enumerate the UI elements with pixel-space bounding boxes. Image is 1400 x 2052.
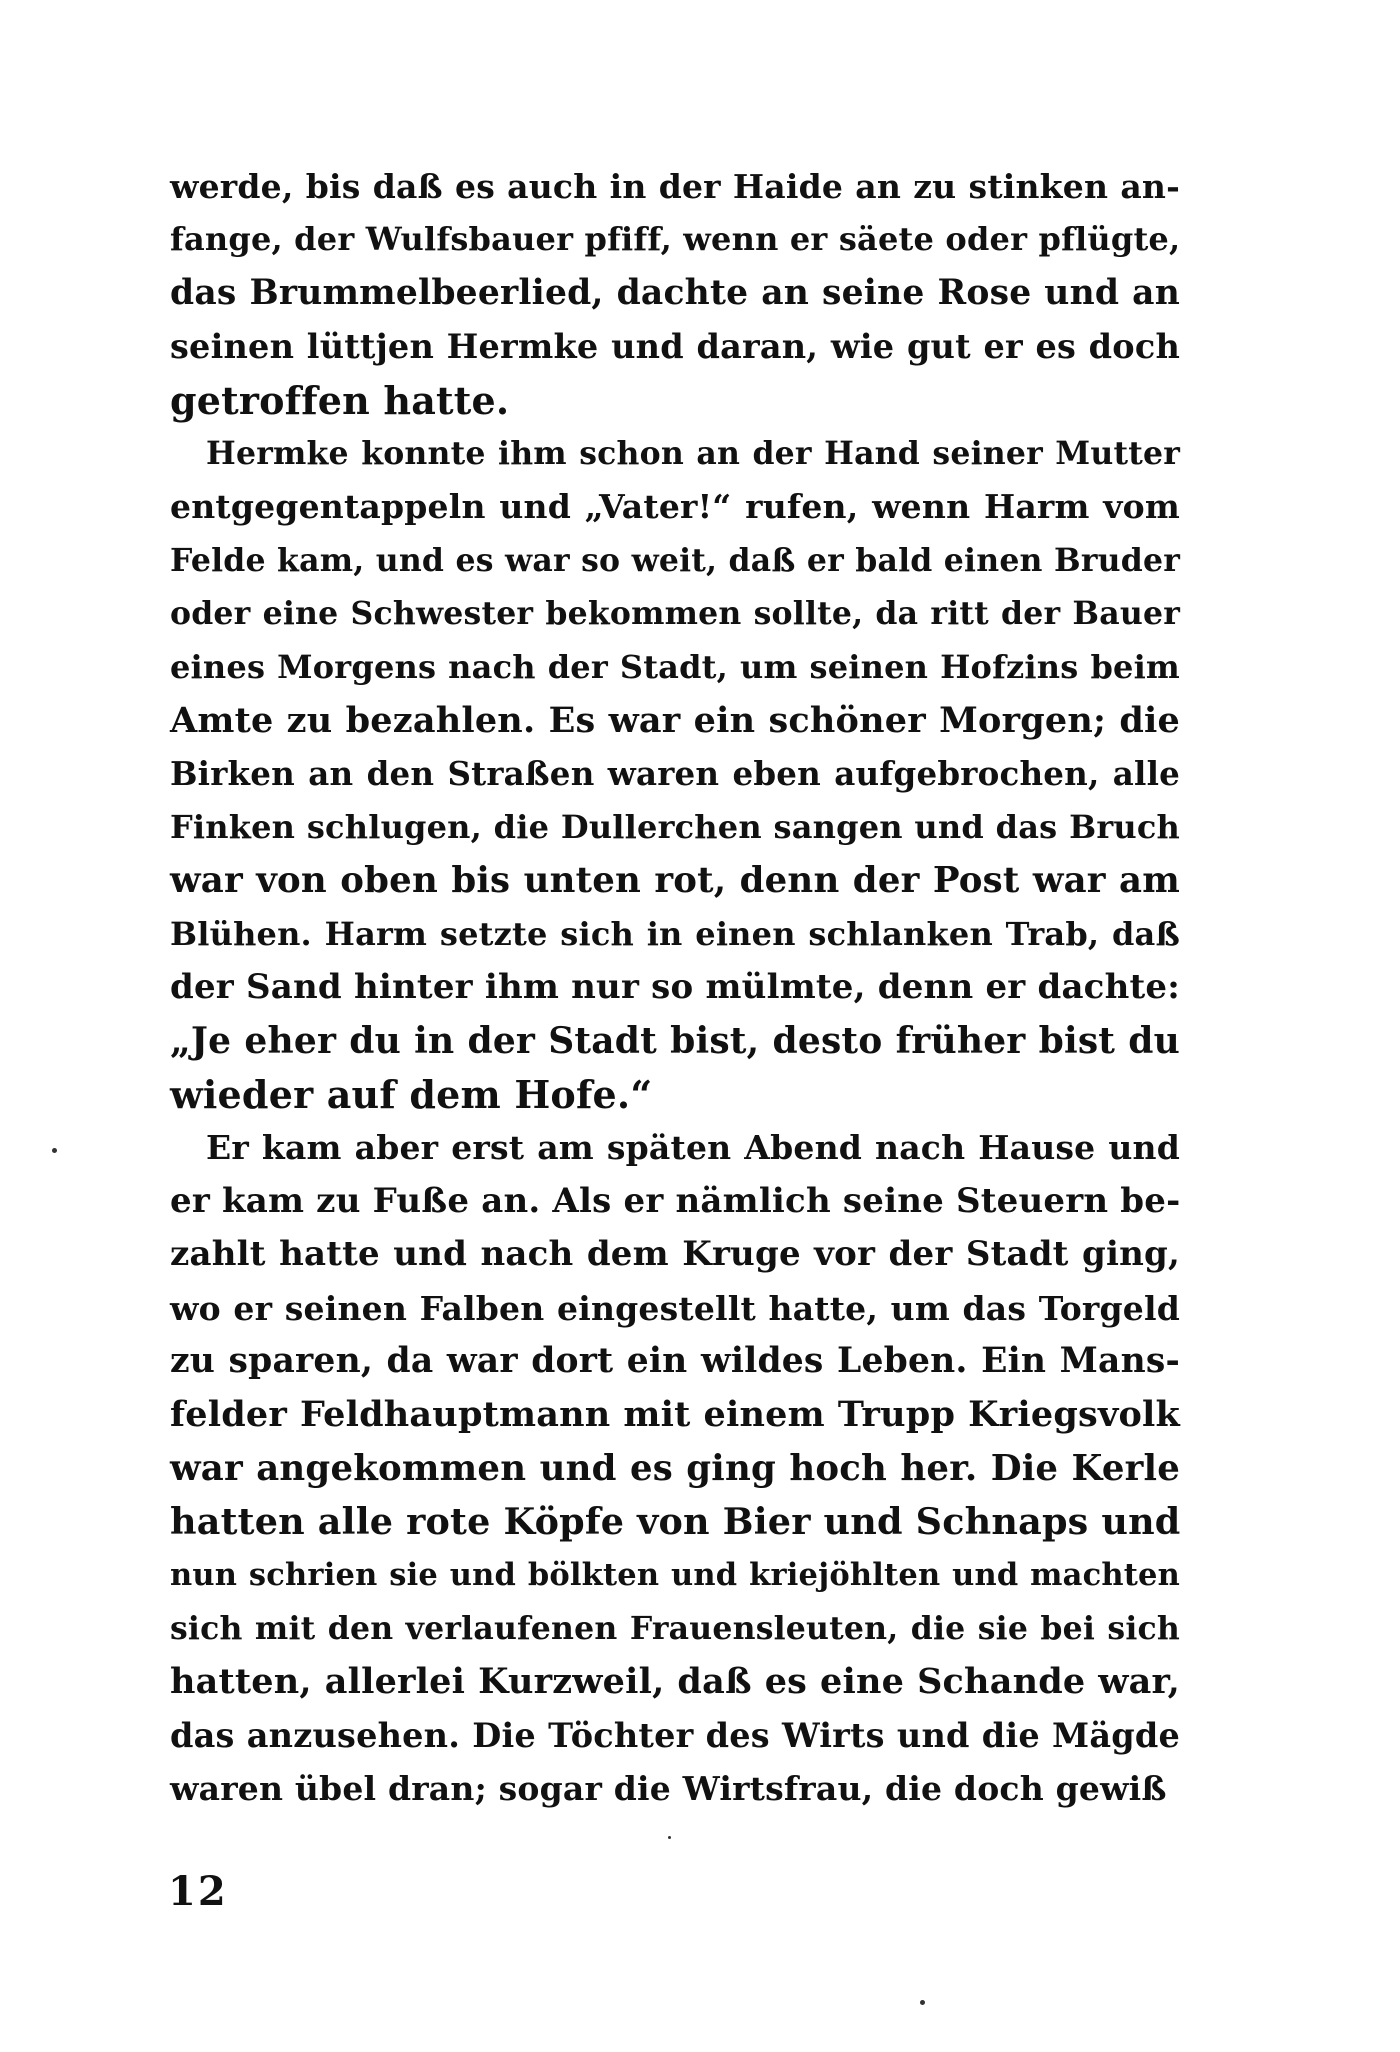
text-line: war von oben bis unten rot, denn der Post war am [170,860,1180,902]
text-line: wieder auf dem Hofe.“ [170,1071,653,1117]
page-number: 12 [168,1868,228,1915]
dust-speck [52,1148,57,1153]
text-line: werde, bis daß es auch in der Haide an zu stinken an- [170,167,1180,206]
text-line: entgegentappeln und „Vater!“ rufen, wenn Harm vom [170,487,1180,527]
text-line: wo er seinen Falben eingestellt hatte, um das Torgeld [170,1288,1180,1328]
paragraph [170,1121,1180,1815]
text-line: oder eine Schwester bekommen sollte, da ritt der Bauer [170,595,1180,633]
text-line: der Sand hinter ihm nur so mülmte, denn er dachte: [170,967,1180,1008]
text-line: Finken schlugen, die Dullerchen sangen und das Bruch [170,807,1180,846]
text-line: hatten, allerlei Kurzweil, daß es eine Schande war, [170,1661,1180,1703]
text-line: Amte zu bezahlen. Es war ein schöner Morgen; die [170,700,1180,742]
dust-speck [668,1836,671,1839]
text-line: seinen lüttjen Hermke und daran, wie gut er es doch [170,327,1180,367]
text-line: fange, der Wulfsbauer pfiff, wenn er säete oder pflügte, [170,220,1181,259]
text-line: eines Morgens nach der Stadt, um seinen Hofzins beim [170,647,1180,686]
body-text [170,160,1180,1816]
text-line: Felde kam, und es war so weit, daß er bald einen Bruder [170,541,1180,579]
dust-speck [920,2000,925,2005]
text-line: das anzusehen. Die Töchter des Wirts und die Mägde [170,1715,1180,1755]
text-line: getroffen hatte. [170,377,510,423]
text-line: felder Feldhauptmann mit einem Trupp Kriegsvolk [170,1394,1180,1436]
text-line: hatten alle rote Köpfe von Bier und Schnaps und [170,1500,1181,1544]
text-line: waren übel dran; sogar die Wirtsfrau, die doch gewiß [170,1769,1167,1809]
text-line: er kam zu Fuße an. Als er nämlich seine Steuern be- [170,1180,1181,1221]
text-line: war angekommen und es ging hoch her. Die Kerle [170,1447,1180,1489]
text-line: nun schrien sie und bölkten und kriejöhlten und machten [170,1556,1180,1593]
text-line: „Je eher du in der Stadt bist, desto früher bist du [170,1019,1180,1062]
text-line: Blühen. Harm setzte sich in einen schlanken Trab, daß [170,914,1180,953]
text-line: zu sparen, da war dort ein wildes Leben. Ein Mans- [170,1340,1180,1381]
text-line: das Brummelbeerlied, dachte an seine Rose und an [170,272,1180,313]
paragraph [170,427,1180,1121]
text-line: zahlt hatte und nach dem Kruge vor der Stadt ging, [170,1234,1180,1275]
text-line: Birken an den Straßen waren eben aufgebrochen, alle [170,754,1180,794]
text-line: Er kam aber erst am späten Abend nach Hause und [206,1128,1180,1168]
text-line: sich mit den verlaufenen Frauensleuten, die sie bei sich [170,1609,1180,1647]
text-line: Hermke konnte ihm schon an der Hand seiner Mutter [206,435,1180,473]
paragraph [170,160,1180,427]
